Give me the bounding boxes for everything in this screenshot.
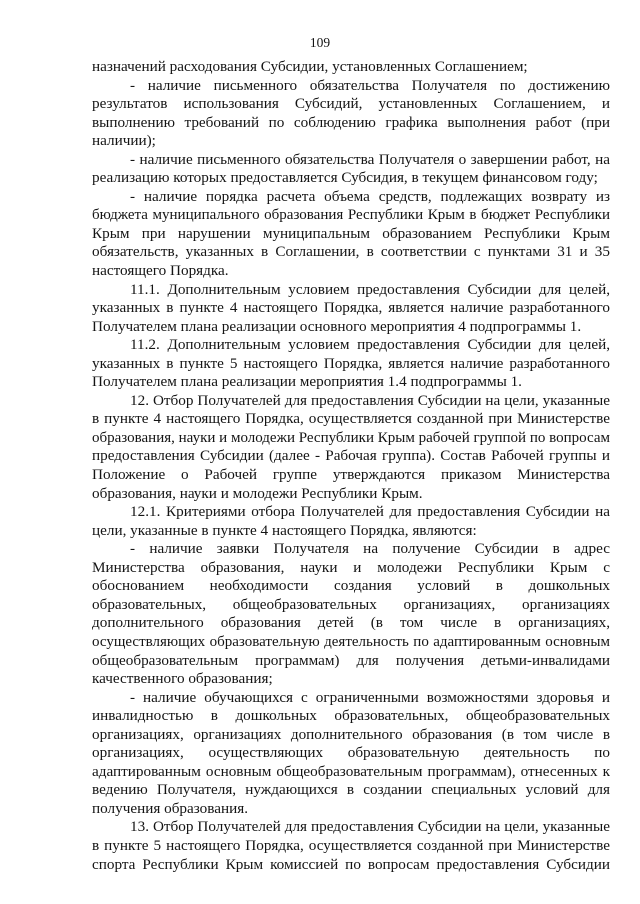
- text-line: указанных в пункте 4 настоящего Порядка, является наличие разработанного: [92, 299, 610, 317]
- paragraph-13: [92, 818, 610, 874]
- text-line: получения образования.: [92, 799, 249, 817]
- document-body: [92, 58, 610, 874]
- paragraph-bullet-2: [92, 151, 610, 188]
- text-line: настоящего Порядка.: [92, 262, 229, 280]
- text-line: 12.1. Критериями отбора Получателей для предоставления Субсидии на: [130, 503, 610, 521]
- text-line: Министерства образования, науки и молодежи Республики Крым с: [92, 558, 610, 576]
- paragraph-11-1: [92, 281, 610, 337]
- text-line: - наличие письменного обязательства Получателя о завершении работ, на: [130, 150, 610, 168]
- paragraph-continuation: [92, 58, 610, 77]
- paragraph-bullet-1: [92, 77, 610, 151]
- text-line: реализацию которых предоставляется Субсидия, в текущем финансовом году;: [92, 169, 598, 187]
- paragraph-11-2: [92, 336, 610, 392]
- text-line: образования, науки и молодежи Республики Крым.: [92, 484, 423, 502]
- text-line: 11.2. Дополнительным условием предоставления Субсидии для целей,: [130, 336, 610, 354]
- text-line: организациях, осуществляющих образовательную деятельность по: [92, 744, 610, 762]
- text-line: 12. Отбор Получателей для предоставления Субсидии на цели, указанные: [130, 391, 610, 409]
- paragraph-bullet-3: [92, 188, 610, 281]
- paragraph-12-1: [92, 503, 610, 540]
- text-line: адаптированным основным общеобразовательным программам), отнесенных к: [92, 762, 610, 780]
- text-line: Положение о Рабочей группе утверждаются приказом Министерства: [92, 466, 610, 484]
- text-line: образования, науки и молодежи Республики Крым рабочей группой по вопросам: [92, 429, 610, 446]
- text-line: выполнению требований по соблюдению графика выполнения работ (при: [92, 113, 610, 131]
- text-line: Крым при нарушении муниципальным образованием Республики Крым: [92, 224, 610, 242]
- text-line: в пункте 5 настоящего Порядка, осуществляется созданной при Министерстве: [92, 836, 610, 854]
- paragraph-12: [92, 392, 610, 503]
- text-line: в пункте 4 настоящего Порядка, осуществляется созданной при Министерстве: [92, 410, 610, 428]
- text-line: образовательных, общеобразовательных организациях, организациях: [92, 595, 610, 613]
- text-line: общеобразовательным программам) для получения детьми-инвалидами: [92, 651, 610, 669]
- page-number: 109: [309, 35, 331, 50]
- text-line: - наличие заявки Получателя на получение Субсидии в адрес: [130, 540, 610, 558]
- text-line: Получателем плана реализации основного мероприятия 4 подпрограммы 1.: [92, 317, 582, 335]
- text-line: предоставления Субсидии (далее - Рабочая группа). Состав Рабочей группы и: [92, 447, 610, 465]
- text-line: качественного образования;: [92, 670, 273, 688]
- text-line: результатов использования Субсидий, установленных Соглашением, и: [92, 95, 610, 113]
- text-line: 11.1. Дополнительным условием предоставления Субсидии для целей,: [130, 280, 610, 298]
- text-line: инвалидностью в дошкольных образовательных, общеобразовательных: [92, 707, 610, 725]
- text-line: - наличие письменного обязательства Получателя по достижению: [130, 76, 610, 94]
- text-line: осуществляющих образовательную деятельность по адаптированным основным: [92, 633, 610, 650]
- text-line: указанных в пункте 5 настоящего Порядка, является наличие разработанного: [92, 354, 610, 372]
- paragraph-bullet-4: [92, 540, 610, 688]
- text-line: назначений расходования Субсидии, установленных Соглашением;: [92, 58, 528, 75]
- text-line: 13. Отбор Получателей для предоставления Субсидии на цели, указанные: [130, 818, 610, 836]
- text-line: цели, указанные в пункте 4 настоящего Порядка, являются:: [92, 521, 477, 539]
- text-line: Получателем плана реализации мероприятия 1.4 подпрограммы 1.: [92, 373, 522, 391]
- text-line: спорта Республики Крым комиссией по вопросам предоставления Субсидии: [92, 855, 610, 873]
- text-line: - наличие порядка расчета объема средств, подлежащих возврату из: [130, 187, 610, 205]
- text-line: бюджета муниципального образования Республики Крым в бюджет Республики: [92, 207, 610, 224]
- text-line: обязательств, указанных в Соглашении, в соответствии с пунктами 31 и 35: [92, 243, 610, 261]
- text-line: обоснованием необходимости создания условий в дошкольных: [92, 577, 610, 595]
- text-line: ведению Получателя, нуждающихся в создании специальных условий для: [92, 781, 610, 799]
- text-line: дополнительного образования детей (в том числе в организациях,: [92, 614, 610, 632]
- paragraph-bullet-5: [92, 689, 610, 819]
- text-line: наличии);: [92, 132, 156, 150]
- text-line: - наличие обучающихся с ограниченными возможностями здоровья и: [130, 688, 610, 706]
- text-line: организациях, организациях дополнительного образования (в том числе в: [92, 725, 610, 743]
